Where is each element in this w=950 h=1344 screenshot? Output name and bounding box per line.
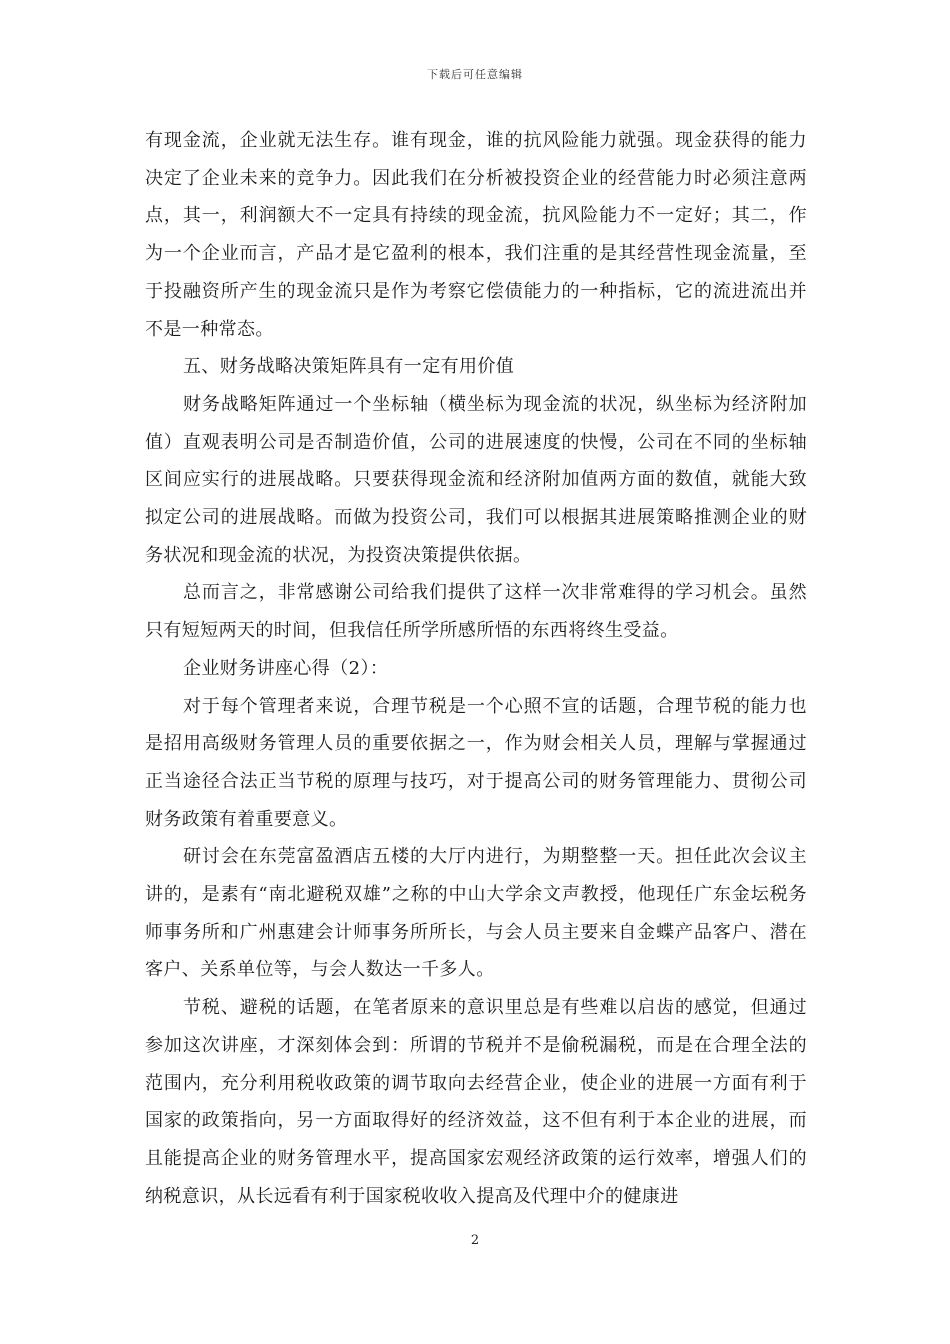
- paragraph-financial-strategy-matrix: 财务战略矩阵通过一个坐标轴（横坐标为现金流的状况，纵坐标为经济附加值）直观表明公司是否制造价值，公司的进展速度的快慢，公司在不同的坐标轴区间应实行的进展战略。只要获得现金流和经济附加值两方面的数值，就能大致拟定公司的进展战略。而做为投资公司，我们可以根据其进展策略推测企业的财务状况和现金流的状况，为投资决策提供依据。: [145, 393, 807, 566]
- page-header: 下载后可任意编辑: [427, 68, 523, 81]
- paragraph-seminar-details: 研讨会在东莞富盈酒店五楼的大厅内进行，为期整整一天。担任此次会议主讲的，是素有“南北避税双雄”之称的中山大学余文声教授，他现任广东金坛税务师事务所和广州惠建会计师事务所所长，与会人员主要来自金蝶产品客户、潜在客户、关系单位等，与会人数达一千多人。: [145, 846, 807, 981]
- paragraph-cash-flow-continuation: 有现金流，企业就无法生存。谁有现金，谁的抗风险能力就强。现金获得的能力决定了企业未来的竞争力。因此我们在分析被投资企业的经营能力时必须注意两点，其一，利润额大不一定具有持续的现金流，抗风险能力不一定好；其二，作为一个企业而言，产品才是它盈利的根本，我们注重的是其经营性现金流量，至于投融资所产生的现金流只是作为考察它偿债能力的一种指标，它的流进流出并不是一种常态。: [145, 130, 807, 340]
- document-body: [145, 122, 807, 1215]
- section-heading-financial-strategy-matrix: 五、财务战略决策矩阵具有一定有用价值: [183, 356, 515, 378]
- paragraph-conclusion: 总而言之，非常感谢公司给我们提供了这样一次非常难得的学习机会。虽然只有短短两天的时间，但我信任所学所感所悟的东西将终生受益。: [145, 582, 807, 642]
- page-number: 2: [470, 1233, 480, 1248]
- paragraph-tax-planning-intro: 对于每个管理者来说，合理节税是一个心照不宣的话题，合理节税的能力也是招用高级财务管理人员的重要依据之一，作为财会相关人员，理解与掌握通过正当途径合法正当节税的原理与技巧，对于提高公司的财务管理能力、贯彻公司财务政策有着重要意义。: [145, 695, 807, 830]
- paragraph-tax-avoidance-reflection: 节税、避税的话题，在笔者原来的意识里总是有些难以启齿的感觉，但通过参加这次讲座，才深刻体会到：所谓的节税并不是偷税漏税，而是在合理全法的范围内，充分利用税收政策的调节取向去经营企业，使企业的进展一方面有利于国家的政策指向，另一方面取得好的经济效益，这不但有利于本企业的进展，而且能提高企业的财务管理水平，提高国家宏观经济政策的运行效率，增强人们的纳税意识，从长远看有利于国家税收收入提高及代理中介的健康进: [145, 997, 807, 1207]
- section-heading-lecture-notes-2: 企业财务讲座心得（2）：: [183, 657, 389, 679]
